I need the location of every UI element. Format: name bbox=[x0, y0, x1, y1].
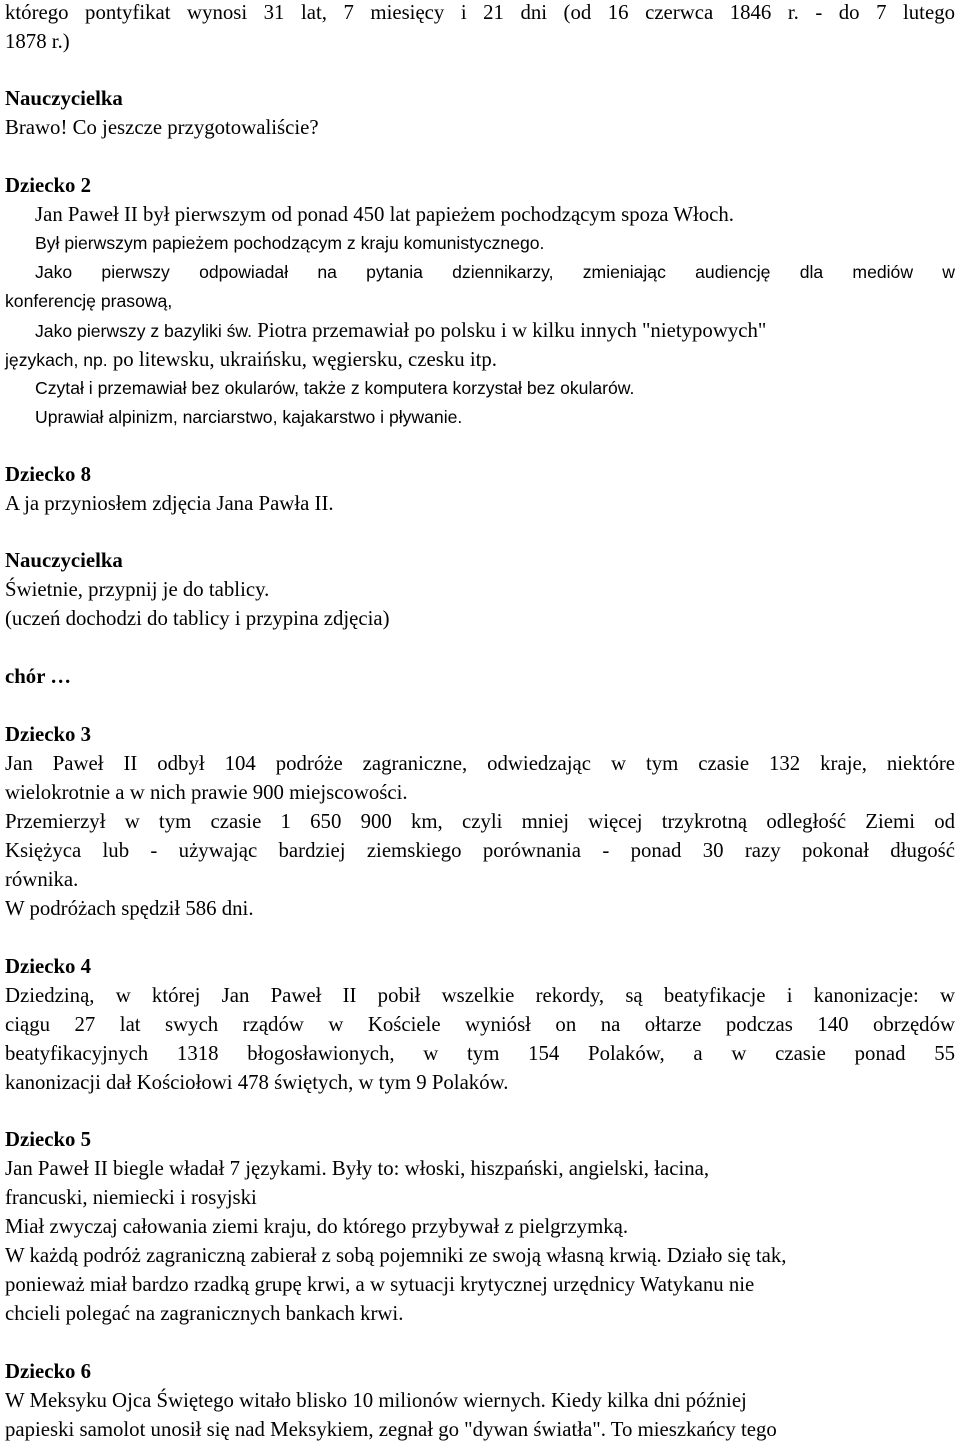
speaker-heading: Dziecko 6 bbox=[5, 1360, 92, 1383]
body-text-line: francuski, niemiecki i rosyjski bbox=[5, 1186, 257, 1209]
body-text-fragment: po litewsku, ukraińsku, węgiersku, czesku itp. bbox=[112, 348, 497, 371]
body-text-line: ponieważ miał bardzo rzadką grupę krwi, a w sytuacji krytycznej urzędnicy Watykanu nie bbox=[5, 1273, 755, 1296]
body-text-line: równika. bbox=[5, 868, 79, 891]
body-text-line: Jan Paweł II biegle władał 7 językami. Były to: włoski, hiszpański, angielski, łacina, bbox=[5, 1157, 710, 1180]
body-text-line: ciągu 27 lat swych rządów w Kościele wyniósł on na ołtarze podczas 140 obrzędów bbox=[5, 1013, 955, 1036]
body-text-line: Czytał i przemawiał bez okularów, także z komputera korzystał bez okularów. bbox=[35, 378, 635, 398]
chorus-heading: chór … bbox=[5, 665, 72, 688]
body-text-line: papieski samolot unosił się nad Meksykiem, zegnał go "dywan światła". To mieszkańcy tego bbox=[5, 1418, 777, 1441]
body-text-line: beatyfikacyjnych 1318 błogosławionych, w tym 154 Polaków, a w czasie ponad 55 bbox=[5, 1042, 955, 1065]
body-text-line: którego pontyfikat wynosi 31 lat, 7 miesięcy i 21 dni (od 16 czerwca 1846 r. - do 7 lutego bbox=[5, 1, 955, 24]
body-text-line: A ja przyniosłem zdjęcia Jana Pawła II. bbox=[5, 492, 334, 515]
body-text-line: Przemierzył w tym czasie 1 650 900 km, czyli mniej więcej trzykrotną odległość Ziemi od bbox=[5, 810, 955, 833]
body-text-line: kanonizacji dał Kościołowi 478 świętych, w tym 9 Polaków. bbox=[5, 1071, 509, 1094]
body-text-line: Jan Paweł II był pierwszym od ponad 450 lat papieżem pochodzącym spoza Włoch. bbox=[35, 203, 734, 226]
body-text-fragment: Jako pierwszy z bazyliki św. bbox=[35, 321, 253, 341]
body-text-line: 1878 r.) bbox=[5, 30, 70, 53]
stage-direction: (uczeń dochodzi do tablicy i przypina zdjęcia) bbox=[5, 607, 390, 630]
body-text-line: Jan Paweł II odbył 104 podróże zagraniczne, odwiedzając w tym czasie 132 kraje, niektóre bbox=[5, 752, 955, 775]
body-text-line: Jako pierwszy odpowiadał na pytania dziennikarzy, zmieniając audiencję dla mediów w bbox=[35, 262, 955, 282]
speaker-heading: Dziecko 2 bbox=[5, 174, 92, 197]
body-text-line: konferencję prasową, bbox=[5, 291, 173, 311]
speaker-heading: Nauczycielka bbox=[5, 549, 123, 572]
body-text-line: Dziedziną, w której Jan Paweł II pobił wszelkie rekordy, są beatyfikacje i kanonizacje: w bbox=[5, 984, 955, 1007]
speaker-heading: Dziecko 8 bbox=[5, 463, 92, 486]
body-text-line: wielokrotnie a w nich prawie 900 miejscowości. bbox=[5, 781, 408, 804]
body-text-fragment: Piotra przemawiał po polsku i w kilku innych "nietypowych" bbox=[257, 319, 767, 342]
body-text-line: Świetnie, przypnij je do tablicy. bbox=[5, 578, 270, 601]
body-text-line: Miał zwyczaj całowania ziemi kraju, do którego przybywał z pielgrzymką. bbox=[5, 1215, 629, 1238]
body-text-line: Uprawiał alpinizm, narciarstwo, kajakarstwo i pływanie. bbox=[35, 407, 463, 427]
body-text-line: W podróżach spędził 586 dni. bbox=[5, 897, 254, 920]
body-text-line bbox=[5, 345, 497, 375]
speaker-heading: Dziecko 3 bbox=[5, 723, 92, 746]
speaker-heading: Dziecko 4 bbox=[5, 955, 92, 978]
body-text-line: Był pierwszym papieżem pochodzącym z kraju komunistycznego. bbox=[35, 233, 545, 253]
body-text-line: Brawo! Co jeszcze przygotowaliście? bbox=[5, 116, 319, 139]
body-text-line: W każdą podróż zagraniczną zabierał z sobą pojemniki ze swoją własną krwią. Działo się tak, bbox=[5, 1244, 787, 1267]
speaker-heading: Dziecko 5 bbox=[5, 1128, 92, 1151]
body-text-line: W Meksyku Ojca Świętego witało blisko 10 milionów wiernych. Kiedy kilka dni później bbox=[5, 1389, 747, 1412]
body-text-fragment: językach, np. bbox=[5, 350, 108, 370]
body-text-line bbox=[35, 316, 766, 346]
body-text-line: chcieli polegać na zagranicznych bankach krwi. bbox=[5, 1302, 404, 1325]
body-text-line: Księżyca lub - używając bardziej ziemskiego porównania - ponad 30 razy pokonał długość bbox=[5, 839, 955, 862]
speaker-heading: Nauczycielka bbox=[5, 87, 123, 110]
